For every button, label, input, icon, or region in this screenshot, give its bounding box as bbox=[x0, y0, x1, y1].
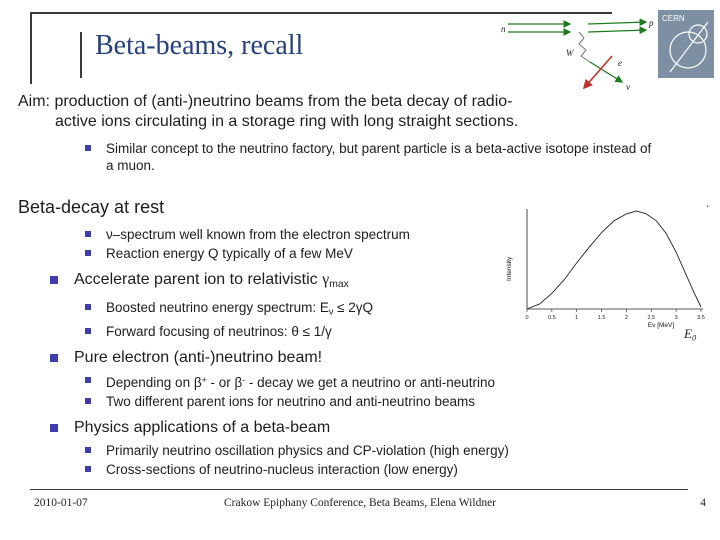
list-item-physics bbox=[50, 417, 708, 439]
list-item-similar bbox=[85, 140, 708, 174]
x-axis-ticks bbox=[525, 309, 704, 321]
gamma-symbol: γ bbox=[322, 271, 330, 288]
aim-line1: Aim: production of (anti-)neutrino beams from the beta decay of radio- bbox=[18, 93, 513, 110]
left-rule bbox=[30, 12, 32, 84]
list-item-text: Reaction energy Q typically of a few MeV bbox=[106, 246, 353, 261]
neutron-label: n bbox=[501, 24, 506, 34]
bullet-square-icon bbox=[85, 466, 91, 472]
stray-period: . bbox=[706, 196, 710, 210]
subscript-nu: ν bbox=[328, 306, 334, 317]
e0-base: E bbox=[684, 326, 692, 341]
section-heading-beta-decay: Beta-decay at rest bbox=[18, 197, 165, 217]
svg-text:0: 0 bbox=[525, 315, 529, 321]
list-item-pure-beam bbox=[50, 347, 708, 369]
aim-paragraph bbox=[18, 92, 708, 132]
list-item-text: ν–spectrum well known from the electron spectrum bbox=[106, 227, 410, 242]
svg-text:1.5: 1.5 bbox=[597, 315, 606, 321]
bullet-square-icon bbox=[50, 276, 58, 284]
footer-date: 2010-01-07 bbox=[34, 497, 88, 509]
bullet-square-icon bbox=[85, 328, 91, 334]
list-item-depending bbox=[85, 372, 708, 391]
w-boson-label: W bbox=[566, 48, 574, 58]
bullet-square-icon bbox=[85, 304, 91, 310]
svg-text:2.5: 2.5 bbox=[647, 315, 656, 321]
list-item-cross-sections bbox=[85, 461, 708, 478]
neutrino-label: ν bbox=[626, 82, 630, 92]
text-fragment: Boosted neutrino energy spectrum: E bbox=[106, 300, 329, 316]
bullet-square-icon bbox=[50, 424, 58, 432]
title-rule bbox=[80, 32, 82, 78]
svg-text:3.5: 3.5 bbox=[697, 315, 705, 321]
text-fragment: Depending on β bbox=[106, 374, 202, 390]
svg-text:0.5: 0.5 bbox=[548, 315, 556, 321]
proton-label: p bbox=[649, 18, 654, 28]
page-title: Beta-beams, recall bbox=[95, 30, 304, 61]
list-item-primarily bbox=[85, 442, 708, 459]
x-axis-label: Eν [MeV] bbox=[647, 322, 675, 329]
y-axis-label: Intensity bbox=[506, 256, 513, 281]
list-item-text: Cross-sections of neutrino-nucleus interaction (low energy) bbox=[106, 461, 458, 477]
list-item-two-ions bbox=[85, 393, 708, 410]
bullet-square-icon bbox=[85, 231, 91, 237]
superscript-minus: - bbox=[242, 374, 246, 385]
bullet-square-icon bbox=[85, 250, 91, 256]
electron-label: e bbox=[618, 58, 622, 68]
subscript-max: max bbox=[329, 279, 349, 291]
footer-conference: Crakow Epiphany Conference, Beta Beams, Elena Wildner bbox=[223, 497, 497, 509]
list-item-text bbox=[74, 269, 349, 296]
footer-page-number: 4 bbox=[700, 497, 706, 509]
text-fragment: - or β bbox=[206, 374, 243, 390]
cern-logo-text: CERN bbox=[662, 14, 685, 23]
list-item-text: Two different parent ions for neutrino and anti-neutrino beams bbox=[106, 393, 475, 409]
svg-text:3: 3 bbox=[674, 315, 678, 321]
text-fragment: - decay we get a neutrino or anti-neutrino bbox=[245, 374, 496, 390]
superscript-plus: + bbox=[201, 374, 207, 385]
list-item-text: Physics applications of a beta-beam bbox=[74, 418, 331, 436]
beta-decay-diagram-icon bbox=[500, 8, 660, 100]
text-fragment: ≤ 2γQ bbox=[333, 300, 373, 316]
aim-line2: active ions circulating in a storage ring with long straight sections. bbox=[55, 113, 519, 130]
svg-text:2: 2 bbox=[624, 315, 628, 321]
bullet-square-icon bbox=[85, 398, 91, 404]
beta-spectrum-chart bbox=[503, 203, 713, 333]
bullet-square-icon bbox=[50, 354, 58, 362]
e0-subscript: 0 bbox=[691, 332, 697, 343]
list-item-text: Forward focusing of neutrinos: θ ≤ 1/γ bbox=[106, 323, 332, 339]
cern-logo-icon bbox=[658, 10, 714, 78]
list-item-text: Primarily neutrino oscillation physics and CP-violation (high energy) bbox=[106, 442, 509, 458]
list-item-text bbox=[106, 299, 373, 321]
list-item-text: Pure electron (anti-)neutrino beam! bbox=[74, 348, 323, 366]
bullet-square-icon bbox=[85, 377, 91, 383]
spectrum-curve bbox=[527, 211, 701, 309]
text-fragment: Accelerate parent ion to relativistic bbox=[74, 271, 323, 288]
list-item-text bbox=[106, 372, 495, 391]
svg-text:1: 1 bbox=[575, 315, 579, 321]
bullet-square-icon bbox=[85, 145, 91, 151]
list-item-text: Similar concept to the neutrino factory, but parent particle is a beta-active isotope instead of a muon. bbox=[106, 141, 652, 173]
bullet-square-icon bbox=[85, 447, 91, 453]
footer-rule bbox=[30, 489, 688, 490]
e0-annotation bbox=[684, 326, 696, 343]
